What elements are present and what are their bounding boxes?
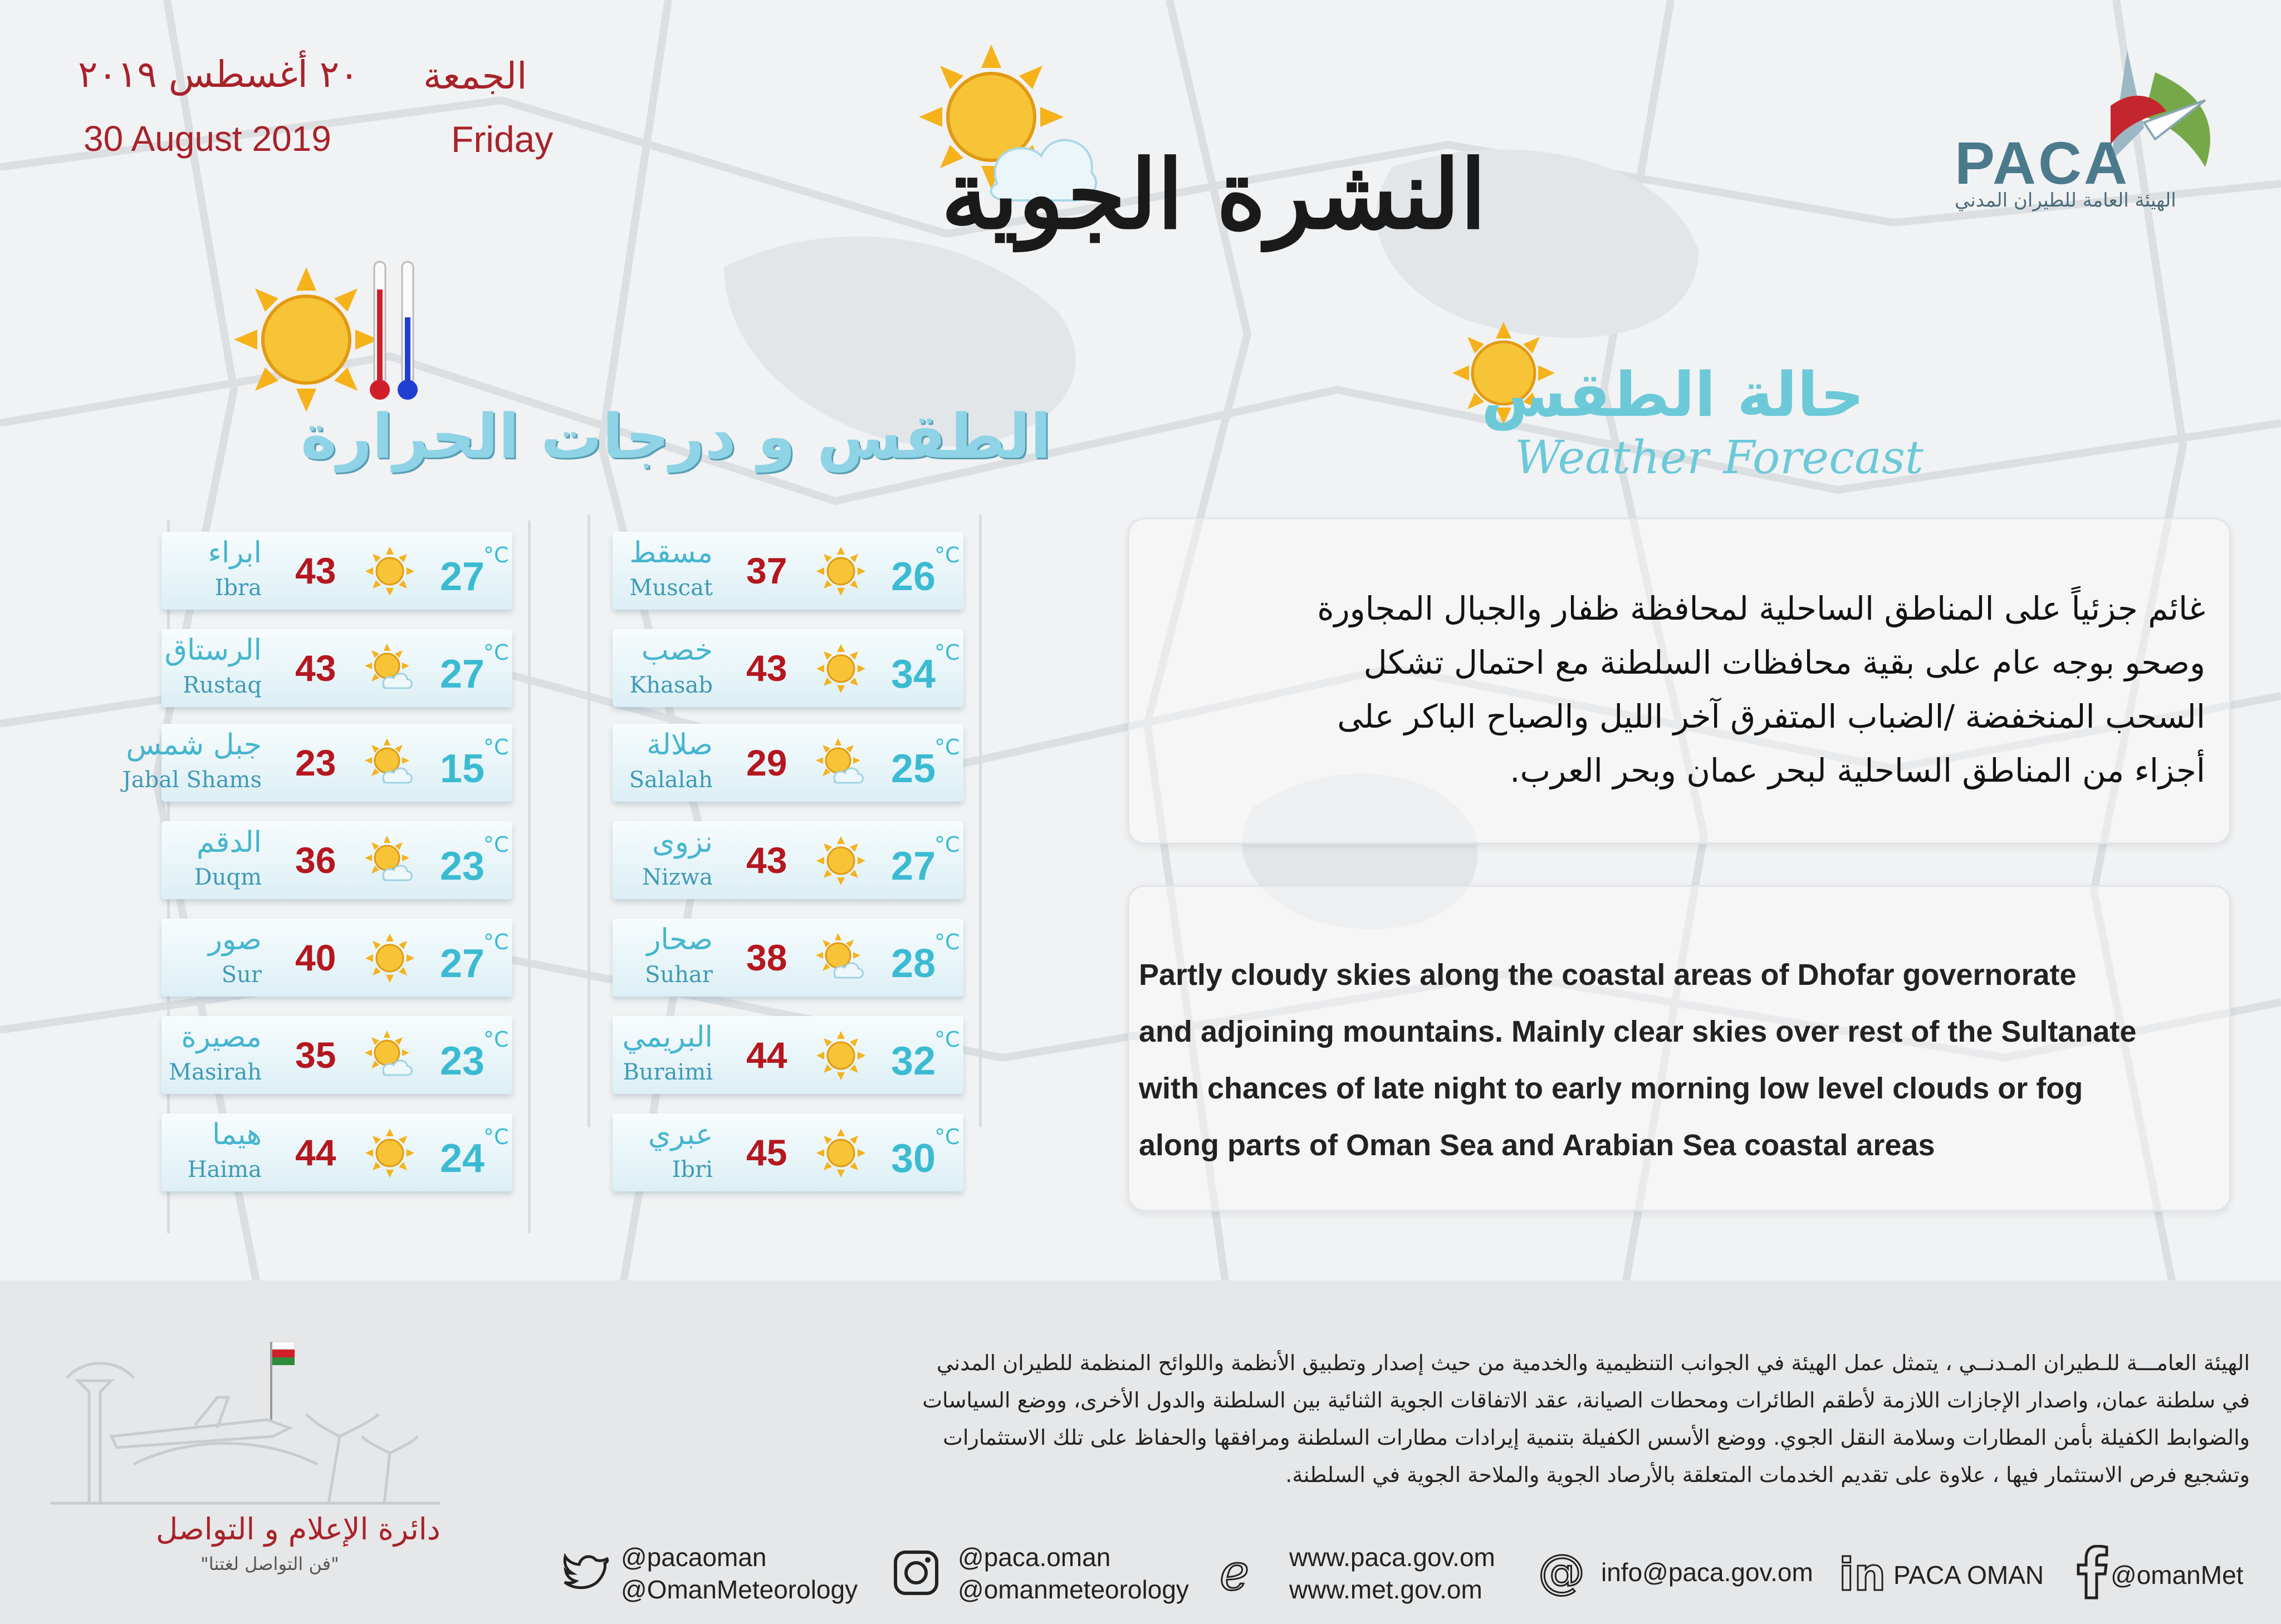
logo-text: PACA: [1955, 129, 2130, 197]
city-name-arabic: ابراء: [208, 536, 262, 570]
twitter-handles[interactable]: [621, 1541, 858, 1606]
min-temperature: 26: [891, 555, 936, 599]
max-temperature: 40: [295, 937, 336, 978]
sun-cloud-icon: [816, 933, 866, 983]
website-link[interactable]: www.met.gov.om: [1289, 1575, 1482, 1604]
web-icon[interactable]: [1214, 1548, 1270, 1598]
max-temperature: 36: [295, 840, 336, 881]
celsius-unit: °C: [483, 640, 509, 665]
city-card: [613, 629, 963, 707]
sun-icon: [816, 1128, 866, 1178]
email-address[interactable]: info@paca.gov.om: [1601, 1558, 1813, 1587]
city-name-english: Khasab: [629, 673, 713, 698]
thermometer-sun-icon: [223, 256, 434, 423]
city-card: [613, 821, 963, 899]
sun-cloud-icon: [365, 1031, 415, 1081]
city-name-english: Salalah: [629, 767, 713, 793]
city-name-english: Jabal Shams: [122, 767, 262, 793]
celsius-unit: °C: [934, 1027, 960, 1052]
max-temperature: 23: [295, 742, 336, 783]
twitter-icon[interactable]: [562, 1548, 613, 1598]
celsius-unit: °C: [934, 1125, 960, 1149]
sun-icon: [816, 1031, 866, 1081]
city-name-english: Sur: [221, 962, 262, 988]
logo-subtitle: الهيئة العامة للطيران المدني: [1955, 189, 2176, 212]
sun-cloud-icon: [816, 738, 866, 788]
city-name-arabic: الرستاق: [164, 634, 262, 667]
sun-icon: [365, 933, 415, 983]
celsius-unit: °C: [483, 543, 509, 567]
sun-icon: [816, 546, 866, 596]
city-name-arabic: مصيرة: [181, 1020, 262, 1054]
celsius-unit: °C: [934, 543, 960, 567]
celsius-unit: °C: [483, 930, 509, 954]
max-temperature: 45: [746, 1132, 787, 1173]
city-card: [613, 1113, 963, 1191]
forecast-text-english: Partly cloudy skies along the coastal areas of Dhofar governorate and adjoining mountains. Mainly clear skies over rest of the Sultanate with chances of late night to early morning low level clouds or fog along parts of Oman Sea and Arabian Sea coastal areas: [1139, 958, 2137, 1162]
city-name-arabic: جبل شمس: [126, 728, 262, 762]
svg-text:in: in: [1839, 1549, 1886, 1598]
max-temperature: 43: [746, 840, 787, 881]
column-guide: [528, 521, 531, 1233]
sun-cloud-icon: [365, 836, 415, 886]
min-temperature: 32: [891, 1039, 936, 1083]
temps-heading: الطقس و درجات الحرارة: [301, 401, 1051, 472]
city-name-english: Haima: [187, 1157, 262, 1183]
city-card: [161, 1113, 512, 1191]
department-name: دائرة الإعلام و التواصل: [156, 1512, 440, 1547]
city-card: [161, 919, 512, 997]
max-temperature: 37: [746, 550, 787, 591]
city-name-arabic: مسقط: [629, 536, 713, 570]
sun-icon: [365, 546, 415, 596]
city-name-arabic: عبري: [648, 1118, 713, 1151]
city-name-english: Ibri: [672, 1157, 713, 1183]
min-temperature: 27: [891, 844, 936, 889]
footer-about-text: الهيئة العامـــة للـطيران المـدنــي ، يتمثل عمل الهيئة في الجوانب التنظيمية والخدمية من حيث إصدار وتطبيق الأنظمة واللوائح المنظمة للطيران المدني في سلطنة عمان، واصدار الإجازات اللازمة لأطقم الطائرات ومحطات الصيانة، عقد الاتفاقات الجوية الثنائية بين السلطنة والدول الأخرى، ووضع السياسات والضوابط الكفيلة بأمن المطارات وسلامة النقل الجوي. ووضع الأسس الكفيلة بتنمية إيرادات مطارات السلطنة ومرافقها والحفاظ على تلك الاستثمارات وتشجيع فرص الاستثمار فيها ، علاوة على تقديم الخدمات المتعلقة بالأرصاد الجوية والملاحة الجوية في السلطنة.: [922, 1351, 2250, 1487]
celsius-unit: °C: [483, 1125, 509, 1149]
max-temperature: 43: [746, 647, 787, 689]
city-card: [122, 724, 512, 802]
website-link[interactable]: www.paca.gov.om: [1289, 1543, 1495, 1572]
forecast-heading-arabic: حالة الطقس: [1481, 359, 1864, 430]
celsius-unit: °C: [483, 832, 509, 857]
sun-icon: [816, 836, 866, 886]
city-name-english: Nizwa: [642, 865, 713, 890]
city-name-arabic: خصب: [641, 634, 713, 667]
city-name-english: Rustaq: [183, 673, 262, 698]
city-card: [161, 532, 512, 610]
min-temperature: 27: [440, 652, 485, 696]
sun-cloud-icon: [365, 738, 415, 788]
column-guide: [979, 515, 982, 1127]
celsius-unit: °C: [483, 1027, 509, 1052]
day-arabic: الجمعة: [423, 55, 527, 97]
min-temperature: 30: [891, 1136, 936, 1181]
day-english: Friday: [451, 119, 554, 160]
facebook-icon[interactable]: [2072, 1545, 2111, 1601]
min-temperature: 28: [891, 941, 936, 986]
linkedin-name[interactable]: PACA OMAN: [1893, 1561, 2044, 1589]
celsius-unit: °C: [934, 640, 960, 665]
city-card: [613, 919, 963, 997]
city-name-english: Duqm: [194, 865, 262, 890]
instagram-handle[interactable]: @omanmeteorology: [958, 1575, 1189, 1604]
main-title: النشرة الجوية: [941, 139, 1487, 251]
twitter-handle[interactable]: @pacaoman: [621, 1543, 767, 1572]
date-arabic: ٢٠ أغسطس ٢٠١٩: [78, 53, 359, 96]
max-temperature: 44: [295, 1132, 336, 1173]
city-card: [613, 724, 963, 802]
forecast-text-arabic: غائم جزئياً على المناطق الساحلية لمحافظة ظفار والجبال المجاورة وصحو بوجه عام على بقية محافظات السلطنة مع احتمال تشكل السحب المنخفضة /الضباب المتفرق آخر الليل والصباح الباكر على أجزاء من المناطق الساحلية لبحر عمان وبحر العرب.: [1317, 590, 2205, 789]
city-name-arabic: صلالة: [647, 728, 713, 762]
min-temperature: 23: [440, 844, 485, 889]
max-temperature: 43: [295, 550, 336, 591]
city-card: [613, 1016, 963, 1094]
city-name-english: Suhar: [645, 962, 713, 988]
city-name-english: Masirah: [169, 1059, 262, 1085]
city-name-arabic: البريمي: [622, 1020, 713, 1054]
email-icon[interactable]: [1537, 1548, 1587, 1598]
city-name-arabic: صحار: [647, 923, 713, 956]
city-card: [161, 1016, 512, 1094]
city-name-english: Ibra: [214, 575, 262, 601]
max-temperature: 43: [295, 647, 336, 689]
city-name-arabic: الدقم: [196, 826, 262, 859]
min-temperature: 15: [440, 747, 485, 791]
svg-text:e: e: [1220, 1548, 1250, 1598]
department-slogan: "فن التواصل لغتنا": [200, 1553, 339, 1574]
column-guide: [588, 515, 590, 1127]
city-card: [161, 821, 512, 899]
min-temperature: 25: [891, 747, 936, 791]
forecast-heading-english: Weather Forecast: [1515, 431, 1923, 484]
max-temperature: 38: [746, 937, 787, 978]
sun-cloud-icon: [365, 644, 415, 694]
linkedin-icon[interactable]: [1838, 1548, 1888, 1598]
max-temperature: 29: [746, 742, 787, 783]
city-name-arabic: صور: [208, 923, 262, 956]
max-temperature: 35: [295, 1034, 336, 1076]
facebook-handle[interactable]: @omanMet: [2111, 1561, 2244, 1589]
min-temperature: 27: [440, 555, 485, 599]
instagram-handle[interactable]: @paca.oman: [958, 1543, 1111, 1572]
city-card: [613, 532, 963, 610]
sun-icon: [816, 644, 866, 694]
date-english: 30 August 2019: [84, 119, 331, 159]
min-temperature: 34: [891, 652, 936, 696]
city-name-english: Buraimi: [623, 1059, 713, 1085]
celsius-unit: °C: [934, 930, 960, 954]
airport-illustration: [50, 1325, 440, 1514]
celsius-unit: °C: [483, 735, 509, 759]
min-temperature: 27: [440, 941, 485, 986]
max-temperature: 44: [746, 1034, 787, 1076]
website-links[interactable]: [1289, 1541, 1495, 1606]
sun-icon: [365, 1128, 415, 1178]
celsius-unit: °C: [934, 735, 960, 759]
twitter-handle[interactable]: @OmanMeteorology: [621, 1575, 858, 1604]
svg-text:@: @: [1538, 1548, 1585, 1598]
celsius-unit: °C: [934, 832, 960, 857]
city-name-english: Muscat: [629, 575, 713, 601]
city-card: [161, 629, 512, 707]
instagram-icon[interactable]: [891, 1548, 941, 1598]
city-name-arabic: هيما: [212, 1118, 262, 1151]
min-temperature: 24: [440, 1136, 485, 1181]
min-temperature: 23: [440, 1039, 485, 1083]
instagram-handles[interactable]: [958, 1541, 1189, 1606]
city-name-arabic: نزوى: [652, 826, 713, 859]
